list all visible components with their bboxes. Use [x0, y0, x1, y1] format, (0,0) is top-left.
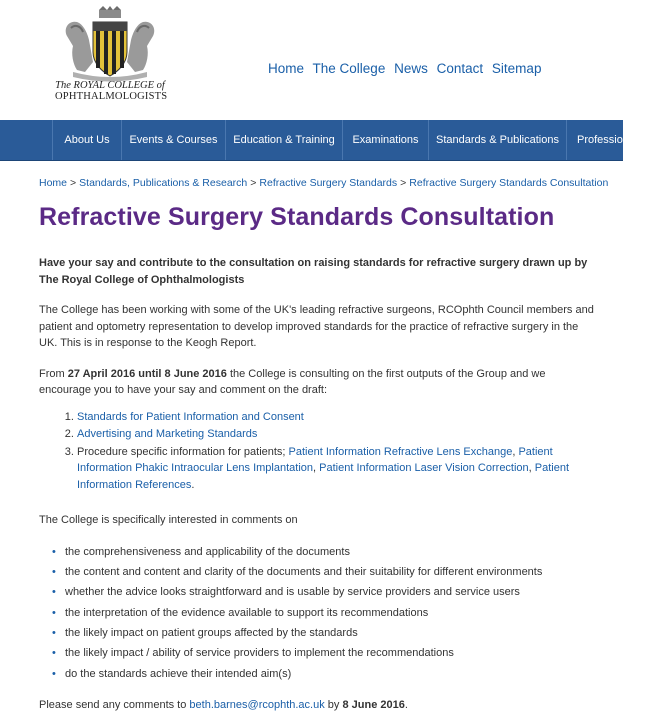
page-title: Refractive Surgery Standards Consultation [39, 203, 555, 231]
top-nav-home[interactable]: Home [268, 61, 305, 76]
list-separator: , [512, 445, 519, 458]
link-advertising-marketing[interactable]: Advertising and Marketing Standards [77, 428, 258, 440]
breadcrumb-separator: > [70, 177, 77, 189]
procedure-info-label: Procedure specific information for patients; [77, 445, 289, 458]
college-logo[interactable] [55, 6, 168, 104]
list-separator: , [313, 462, 320, 474]
top-nav-news[interactable]: News [394, 61, 428, 76]
interest-list [39, 544, 599, 683]
top-nav-contact[interactable]: Contact [436, 61, 484, 76]
link-laser-vision-correction[interactable]: Patient Information Laser Vision Correction [319, 462, 529, 474]
main-nav-events-courses[interactable]: Events & Courses [121, 120, 225, 160]
contact-email-link[interactable]: beth.barnes@rcophth.ac.uk [189, 699, 325, 712]
interest-intro: The College is specifically interested in comments on [39, 514, 298, 526]
link-refractive-lens-exchange[interactable]: Patient Information Refractive Lens Exchange [288, 445, 513, 458]
breadcrumb [39, 177, 608, 189]
main-nav-profession[interactable]: Profession [566, 120, 656, 160]
main-nav-examinations[interactable]: Examinations [342, 120, 428, 160]
contact-by: by [324, 699, 343, 712]
logo-line-1: The ROYAL COLLEGE of [55, 80, 165, 91]
list-end: . [191, 478, 195, 491]
consultation-paragraph [39, 366, 599, 399]
top-nav-the-college[interactable]: The College [312, 61, 386, 76]
list-item: • the likely impact on patient groups affected by the standards [52, 625, 599, 642]
main-nav-standards-publications[interactable]: Standards & Publications [428, 120, 566, 160]
draft-documents-list [39, 409, 599, 494]
list-item [77, 444, 599, 494]
list-item [77, 409, 599, 426]
logo-text [55, 80, 168, 102]
breadcrumb-refractive[interactable]: Refractive Surgery Standards [259, 177, 398, 189]
list-item: • do the standards achieve their intended aim(s) [52, 666, 599, 683]
main-nav-spacer [0, 120, 52, 160]
main-nav-education-training[interactable]: Education & Training [225, 120, 342, 160]
breadcrumb-standards[interactable]: Standards, Publications & Research [79, 177, 248, 189]
list-item: • the comprehensiveness and applicability of the documents [52, 544, 599, 561]
contact-deadline: 8 June 2016 [342, 699, 405, 712]
top-nav-sitemap[interactable]: Sitemap [491, 61, 542, 76]
link-phakic-iol[interactable]: Patient Information Phakic Intraocular Lens Implantation [77, 445, 553, 474]
main-nav [0, 120, 629, 161]
breadcrumb-home[interactable]: Home [39, 177, 68, 189]
consult-until: until [135, 367, 165, 380]
list-item: • the interpretation of the evidence available to support its recommendations [52, 605, 599, 622]
list-separator: , [528, 462, 535, 474]
consult-end-date: 8 June 2016 [164, 367, 227, 380]
article-body [39, 255, 599, 714]
contact-end: . [404, 699, 408, 712]
contact-paragraph [39, 697, 599, 714]
breadcrumb-separator: > [250, 177, 257, 189]
link-patient-information-consent[interactable]: Standards for Patient Information and Consent [77, 410, 304, 423]
main-nav-about-us[interactable]: About Us [52, 120, 121, 160]
list-item: • the likely impact / ability of service providers to implement the recommendations [52, 645, 599, 662]
consult-rest: the College is consulting on the first outputs of the Group and we encourage you to have your say and comment on the draft: [39, 367, 546, 396]
list-item: • whether the advice looks straightforward and is usable by service providers and service users [52, 584, 599, 601]
breadcrumb-current[interactable]: Refractive Surgery Standards Consultation [409, 177, 609, 189]
top-nav [268, 61, 546, 76]
list-item [77, 426, 599, 443]
breadcrumb-separator: > [400, 177, 407, 189]
link-patient-information-references[interactable]: Patient Information References [77, 462, 570, 491]
consult-start-date: 27 April 2016 [67, 367, 136, 380]
lead-paragraph: Have your say and contribute to the consultation on raising standards for refractive surgery drawn up by The Royal College of Ophthalmologists [39, 257, 588, 286]
logo-line-2: OPHTHALMOLOGISTS [55, 91, 168, 102]
intro-paragraph: The College has been working with some of the UK's leading refractive surgeons, RCOphth Council members and patient and optometry representation to develop improved standards for the practice of refractive surgery in the UK. This is in response to the Keogh Report. [39, 304, 594, 349]
list-item: • the content and content and clarity of the documents and their suitability for different environments [52, 564, 599, 581]
coat-of-arms-icon [55, 6, 165, 80]
consult-prefix: From [39, 367, 68, 380]
contact-prefix: Please send any comments to [39, 699, 190, 712]
